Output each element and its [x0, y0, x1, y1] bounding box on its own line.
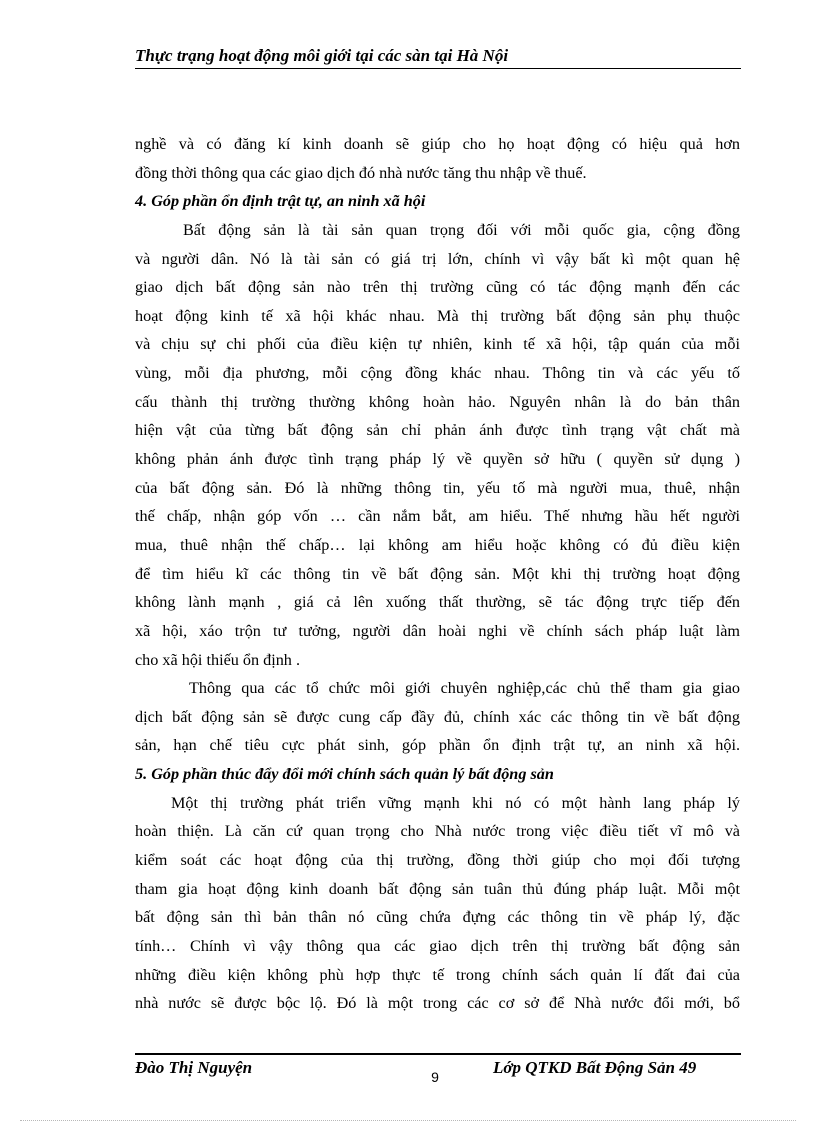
paragraph-line: thế chấp, nhận góp vốn … cần nắm bắt, am hiểu. Thế nhưng hầu hết người	[135, 507, 740, 526]
paragraph-line: và chịu sự chi phối của điều kiện tự nhiên, kinh tế xã hội, tập quán của mỗi	[135, 335, 740, 354]
paragraph-line: những điều kiện không phù hợp thực tế trong chính sách quản lí đất đai của	[135, 965, 740, 984]
section-heading-4: 4. Góp phần ổn định trật tự, an ninh xã hội	[135, 192, 426, 211]
document-body	[135, 130, 740, 1018]
paragraph-line: không phản ánh được tình trạng pháp lý về quyền sở hữu ( quyền sử dụng )	[135, 450, 740, 469]
page-bottom-edge	[20, 1120, 796, 1121]
paragraph-line: Thông qua các tổ chức môi giới chuyên nghiệp,các chủ thể tham gia giao	[189, 679, 740, 698]
paragraph-line: dịch bất động sản sẽ được cung cấp đầy đủ, chính xác các thông tin về bất động	[135, 707, 740, 726]
paragraph-line: tính… Chính vì vậy thông qua các giao dịch trên thị trường bất động sản	[135, 936, 740, 955]
paragraph-line: đồng thời thông qua các giao dịch đó nhà nước tăng thu nhập về thuế.	[135, 163, 587, 182]
footer-divider	[135, 1053, 741, 1055]
paragraph-line: hoạt động kinh tế xã hội khác nhau. Mà thị trường bất động sản phụ thuộc	[135, 306, 740, 325]
paragraph-line: cho xã hội thiếu ổn định .	[135, 650, 300, 669]
paragraph-line: giao dịch bất động sản nào trên thị trường cũng có tác động mạnh đến các	[135, 278, 740, 297]
paragraph-line: sản, hạn chế tiêu cực phát sinh, góp phần ổn định trật tự, an ninh xã hội.	[135, 736, 740, 755]
paragraph-line: kiểm soát các hoạt động của thị trường, đồng thời giúp cho mọi đối tượng	[135, 851, 740, 870]
paragraph-line: mua, thuê nhận thế chấp… lại không am hiểu hoặc không có đủ điều kiện	[135, 535, 740, 554]
paragraph-line: vùng, mỗi địa phương, mỗi cộng đồng khác nhau. Thông tin và các yếu tố	[135, 364, 740, 383]
header-divider	[135, 68, 741, 69]
paragraph-line: Một thị trường phát triển vững mạnh khi nó có một hành lang pháp lý	[171, 793, 740, 812]
paragraph-line: nhà nước sẽ được bộc lộ. Đó là một trong các cơ sở để Nhà nước đổi mới, bổ	[135, 994, 740, 1013]
paragraph-line: không lành mạnh , giá cả lên xuống thất thường, sẽ tác động trực tiếp đến	[135, 593, 740, 612]
paragraph-line: hiện vật của từng bất động sản chỉ phản ánh được tình trạng vật chất mà	[135, 421, 740, 440]
paragraph-line: tham gia hoạt động kinh doanh bất động sản tuân thủ đúng pháp luật. Mỗi một	[135, 879, 740, 898]
paragraph-line: xã hội, xáo trộn tư tưởng, người dân hoài nghi về chính sách pháp luật làm	[135, 621, 740, 640]
footer-author: Đào Thị Nguyện	[135, 1058, 253, 1077]
paragraph-line: của bất động sản. Đó là những thông tin, yếu tố mà người mua, thuê, nhận	[135, 478, 740, 497]
paragraph-line: cấu thành thị trường thường không hoàn hảo. Nguyên nhân là do bản thân	[135, 392, 740, 411]
paragraph-line: bất động sản thì bản thân nó cũng chứa đựng các thông tin về pháp lý, đặc	[135, 908, 740, 927]
paragraph-line: hoàn thiện. Là căn cứ quan trọng cho Nhà nước trong việc điều tiết vĩ mô và	[135, 822, 740, 841]
paragraph-line: để tìm hiểu kĩ các thông tin về bất động sản. Một khi thị trường hoạt động	[135, 564, 740, 583]
paragraph-line: và người dân. Nó là tài sản có giá trị lớn, chính vì vậy bất kì một quan hệ	[135, 249, 740, 268]
page-number: 9	[431, 1069, 439, 1085]
footer-class-name: Lớp QTKD Bất Động Sản 49	[493, 1058, 697, 1077]
page-header-title: Thực trạng hoạt động môi giới tại các sàn tại Hà Nội	[135, 46, 509, 65]
paragraph-line: Bất động sản là tài sản quan trọng đối với mỗi quốc gia, cộng đồng	[183, 220, 740, 239]
paragraph-line: nghề và có đăng kí kinh doanh sẽ giúp cho họ hoạt động có hiệu quả hơn	[135, 135, 740, 153]
section-heading-5: 5. Góp phần thúc đẩy đổi mới chính sách quản lý bất động sản	[135, 765, 554, 784]
